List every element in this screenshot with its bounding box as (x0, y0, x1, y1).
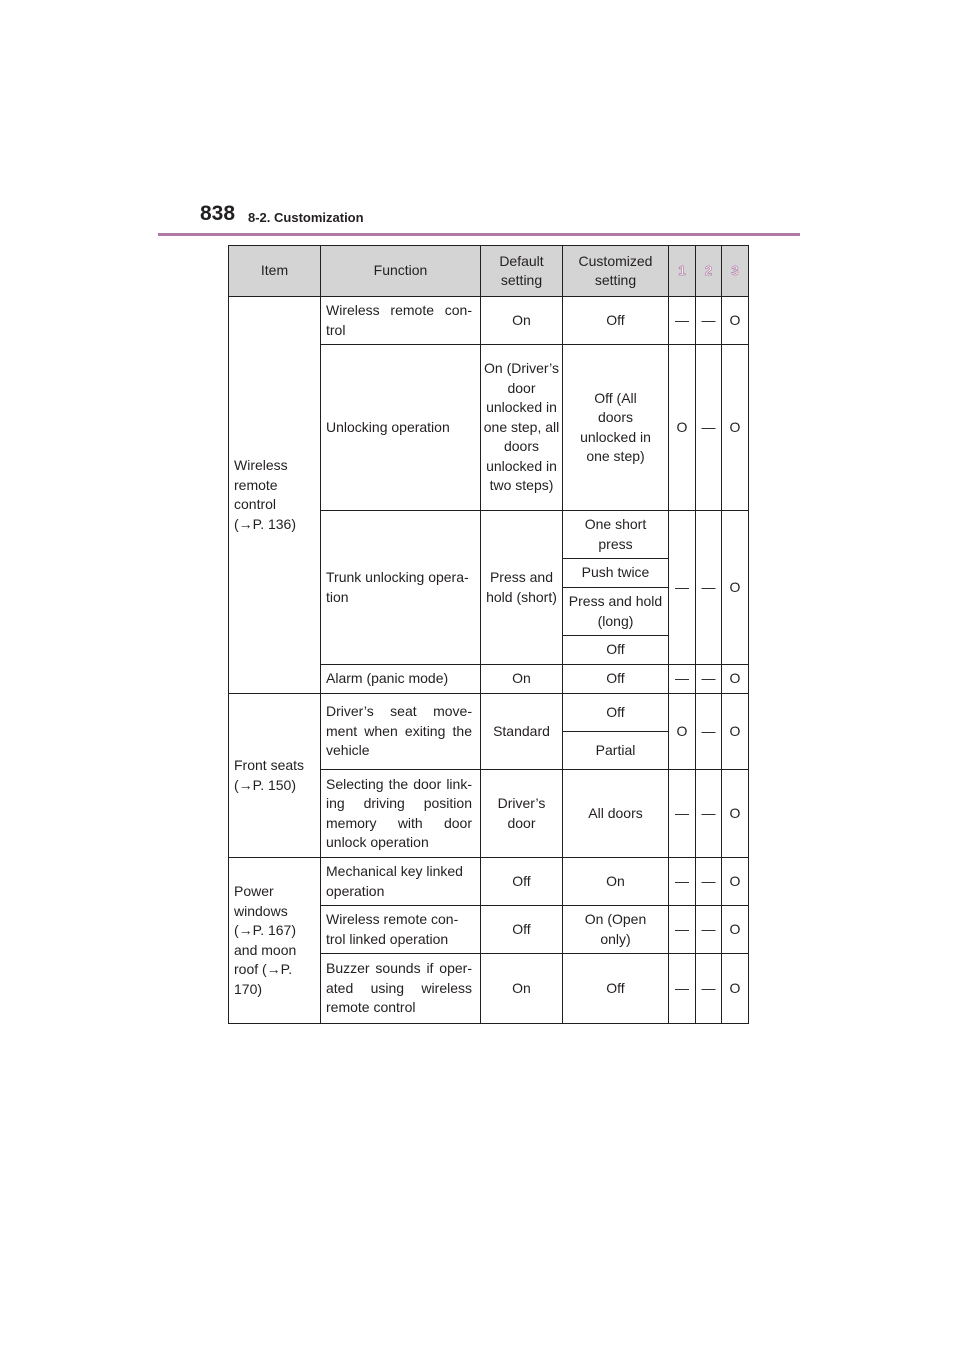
custom-cell: Off (563, 636, 669, 665)
group-item-label: Power windows (→P. 167) and moon roof (→P. 170) (234, 883, 297, 997)
header-rule (158, 233, 800, 236)
default-cell: Standard (481, 694, 563, 770)
mark-1: — (669, 297, 696, 345)
header-col-3 (722, 246, 749, 297)
mark-2: — (696, 665, 722, 694)
mark-3: O (722, 345, 749, 511)
group-item-power-windows (229, 858, 321, 1024)
custom-cell: All doors (563, 770, 669, 858)
group-item-label: Front seats (→P. 150) (234, 757, 305, 793)
mark-2: — (696, 297, 722, 345)
default-label: On (Driver’s door unlocked in one step, all doors unlocked in two steps) (483, 360, 560, 494)
mark-1: — (669, 665, 696, 694)
default-cell (481, 345, 563, 511)
custom-cell (563, 345, 669, 511)
header-default (481, 246, 563, 297)
group-item-wireless (229, 297, 321, 694)
default-label: Driver’s door (497, 795, 546, 831)
section-title: 8-2. Customization (248, 210, 364, 225)
custom-label: On (Open only) (584, 911, 647, 947)
default-cell: Off (481, 858, 563, 906)
page-header (200, 200, 800, 236)
mark-1: — (669, 511, 696, 665)
mark-3: O (722, 694, 749, 770)
mark-3: O (722, 858, 749, 906)
table-header-row (229, 246, 749, 297)
mark-1: — (669, 954, 696, 1024)
default-cell: Off (481, 906, 563, 954)
function-cell: Selecting the door link-ing driving position memory with door unlock operation (321, 770, 481, 858)
mark-3: O (722, 906, 749, 954)
mark-3: O (722, 511, 749, 665)
col-3-icon: 3 (731, 263, 739, 279)
mark-2: — (696, 858, 722, 906)
mark-2: — (696, 954, 722, 1024)
group-item-label: Wireless remote control (→P. 136) (234, 457, 296, 532)
header-col-2 (696, 246, 722, 297)
page-number: 838 (200, 202, 236, 225)
mark-1: — (669, 858, 696, 906)
mark-2: — (696, 770, 722, 858)
custom-cell (563, 511, 669, 559)
header-item: Item (229, 246, 321, 297)
mark-1: O (669, 345, 696, 511)
col-2-icon: 2 (704, 263, 713, 279)
mark-1: — (669, 770, 696, 858)
mark-1: O (669, 694, 696, 770)
default-label: Press and hold (short) (486, 569, 557, 605)
function-cell: Wireless remote con-trol linked operation (321, 906, 481, 954)
custom-cell (563, 588, 669, 636)
custom-cell: Off (563, 665, 669, 694)
mark-1: — (669, 906, 696, 954)
customization-table (228, 245, 749, 1024)
mark-3: O (722, 770, 749, 858)
table-row (229, 858, 749, 906)
function-cell: Driver’s seat move-ment when exiting the vehicle (321, 694, 481, 770)
default-cell: On (481, 297, 563, 345)
custom-cell: Off (563, 694, 669, 732)
default-cell: On (481, 665, 563, 694)
custom-cell: On (563, 858, 669, 906)
header-col-1 (669, 246, 696, 297)
mark-3: O (722, 297, 749, 345)
function-cell: Alarm (panic mode) (321, 665, 481, 694)
header-default-label: Default setting (499, 252, 544, 288)
custom-cell (563, 906, 669, 954)
custom-label: Off (All doors unlocked in one step) (580, 389, 651, 464)
custom-cell: Off (563, 954, 669, 1024)
function-cell: Wireless remote con-trol (321, 297, 481, 345)
header-customized (563, 246, 669, 297)
header-function: Function (321, 246, 481, 297)
mark-2: — (696, 345, 722, 511)
function-cell: Unlocking operation (321, 345, 481, 511)
mark-2: — (696, 694, 722, 770)
group-item-front-seats (229, 694, 321, 858)
custom-cell: Push twice (563, 559, 669, 588)
table-row (229, 297, 749, 345)
mark-3: O (722, 665, 749, 694)
custom-cell: Partial (563, 732, 669, 770)
default-cell (481, 511, 563, 665)
mark-3: O (722, 954, 749, 1024)
default-cell: On (481, 954, 563, 1024)
function-cell: Mechanical key linked operation (321, 858, 481, 906)
header-customized-label: Customized setting (578, 252, 653, 288)
col-1-icon: 1 (678, 263, 686, 279)
function-cell: Buzzer sounds if oper-ated using wireless remote control (321, 954, 481, 1024)
custom-label: One short press (584, 516, 647, 552)
mark-2: — (696, 511, 722, 665)
mark-2: — (696, 906, 722, 954)
table-row (229, 694, 749, 732)
custom-cell: Off (563, 297, 669, 345)
custom-label: Press and hold (long) (568, 593, 663, 629)
default-cell (481, 770, 563, 858)
function-cell: Trunk unlocking opera-tion (321, 511, 481, 665)
